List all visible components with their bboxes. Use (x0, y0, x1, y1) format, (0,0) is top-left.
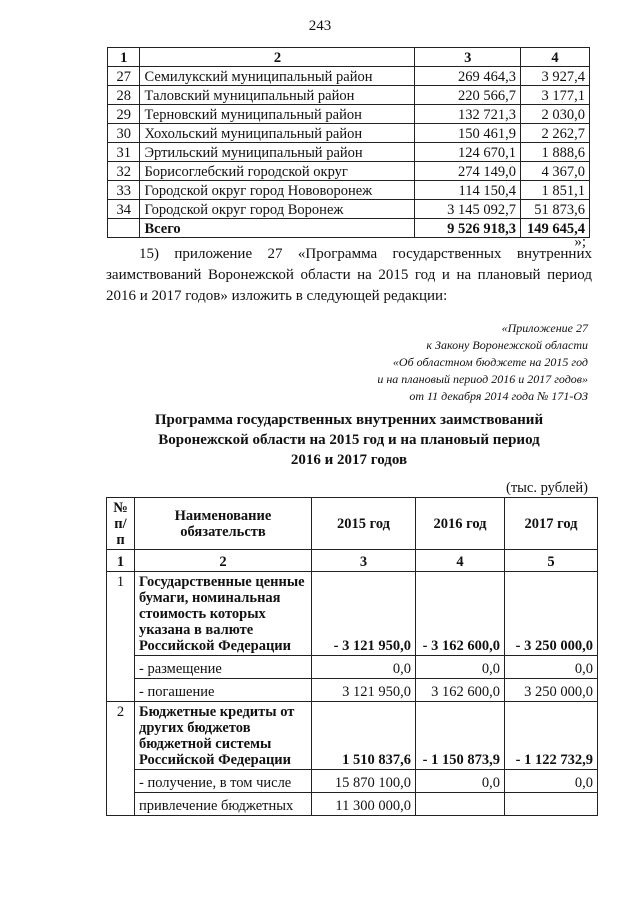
table-row (108, 67, 590, 86)
column-number: 1 (107, 550, 135, 572)
value-cell: 51 873,6 (520, 200, 589, 219)
value-cell: 124 670,1 (415, 143, 521, 162)
obligation-name: Бюджетные кредиты от других бюджетов бюджетной системы Российской Федерации (135, 702, 312, 770)
value-cell: 11 300 000,0 (312, 793, 416, 816)
row-number: 27 (108, 67, 140, 86)
total-label: Всего (140, 219, 415, 238)
appendix-line: и на плановый период 2016 и 2017 годов» (377, 372, 588, 386)
row-number: 33 (108, 181, 140, 200)
value-cell: 274 149,0 (415, 162, 521, 181)
title-line: 2016 и 2017 годов (290, 452, 408, 468)
row-number: 32 (108, 162, 140, 181)
value-cell: - 3 121 950,0 (312, 572, 416, 656)
table-row (108, 200, 590, 219)
district-name: Борисоглебский городской округ (140, 162, 415, 181)
table-row (107, 572, 598, 656)
header-cell: 4 (520, 48, 589, 67)
title-line: Воронежской области на 2015 год и на плановый период (158, 432, 540, 448)
document-title (106, 410, 592, 470)
header-year: 2017 год (505, 498, 598, 550)
table-row (108, 143, 590, 162)
row-number: 34 (108, 200, 140, 219)
district-name: Семилукский муниципальный район (140, 67, 415, 86)
appendix-line: к Закону Воронежской области (426, 338, 588, 352)
empty-cell (108, 219, 140, 238)
value-cell: 269 464,3 (415, 67, 521, 86)
value-cell: 0,0 (505, 770, 598, 793)
obligation-name: Государственные ценные бумаги, номинальная стоимость которых указана в валюте Российской Федерации (135, 572, 312, 656)
value-cell: - 1 150 873,9 (416, 702, 505, 770)
table-total-row (108, 219, 590, 238)
value-cell: - 3 162 600,0 (416, 572, 505, 656)
table-header-row (107, 498, 598, 550)
value-cell: 3 177,1 (520, 86, 589, 105)
subrow-label: привлечение бюджетных (135, 793, 312, 816)
value-cell: 132 721,3 (415, 105, 521, 124)
row-number: 28 (108, 86, 140, 105)
table-row (108, 124, 590, 143)
appendix-line: «Приложение 27 (501, 321, 588, 335)
table-row (108, 86, 590, 105)
value-cell: 15 870 100,0 (312, 770, 416, 793)
page-number: 243 (308, 18, 332, 34)
row-number: 31 (108, 143, 140, 162)
header-cell: 3 (415, 48, 521, 67)
value-cell: 3 162 600,0 (416, 679, 505, 702)
value-cell: 1 888,6 (520, 143, 589, 162)
total-value: 149 645,4 (520, 219, 589, 238)
total-value: 9 526 918,3 (415, 219, 521, 238)
header-cell: 2 (140, 48, 415, 67)
header-year: 2016 год (416, 498, 505, 550)
value-cell: 150 461,9 (415, 124, 521, 143)
title-line: Программа государственных внутренних заимствований (154, 412, 544, 428)
district-name: Городской округ город Нововоронеж (140, 181, 415, 200)
table-row (108, 105, 590, 124)
subrow-label: - погашение (135, 679, 312, 702)
district-name: Хохольский муниципальный район (140, 124, 415, 143)
subrow-label: - размещение (135, 656, 312, 679)
value-cell: - 1 122 732,9 (505, 702, 598, 770)
header-year: 2015 год (312, 498, 416, 550)
table-row (107, 702, 598, 770)
unit-label: (тыс. рублей) (506, 480, 588, 496)
value-cell (416, 793, 505, 816)
appendix-line: «Об областном бюджете на 2015 год (392, 355, 588, 369)
table-row (108, 181, 590, 200)
subrow-label: - получение, в том числе (135, 770, 312, 793)
row-number: 2 (107, 702, 135, 816)
header-number: № п/п (107, 498, 135, 550)
value-cell: 220 566,7 (415, 86, 521, 105)
table-subrow (107, 656, 598, 679)
value-cell: 3 250 000,0 (505, 679, 598, 702)
districts-table (107, 47, 590, 238)
table-row (108, 162, 590, 181)
borrowing-program-table (106, 497, 598, 816)
amendment-paragraph: 15) приложение 27 «Программа государственных внутренних заимствований Воронежской области на 2015 год и на плановый период 2016 и 2017 годов» изложить в следующей редакции: (106, 246, 592, 304)
value-cell: - 3 250 000,0 (505, 572, 598, 656)
appendix-header (268, 320, 588, 405)
column-number-row (107, 550, 598, 572)
table-header-row (108, 48, 590, 67)
appendix-line: от 11 декабря 2014 года № 171-ОЗ (409, 389, 588, 403)
header-name: Наименование обязательств (135, 498, 312, 550)
header-cell: 1 (108, 48, 140, 67)
value-cell: 4 367,0 (520, 162, 589, 181)
column-number: 5 (505, 550, 598, 572)
table-subrow (107, 679, 598, 702)
table-subrow (107, 770, 598, 793)
district-name: Эртильский муниципальный район (140, 143, 415, 162)
value-cell: 3 145 092,7 (415, 200, 521, 219)
column-number: 2 (135, 550, 312, 572)
quote-close: »; (574, 234, 586, 250)
district-name: Таловский муниципальный район (140, 86, 415, 105)
value-cell: 2 262,7 (520, 124, 589, 143)
row-number: 29 (108, 105, 140, 124)
value-cell: 3 927,4 (520, 67, 589, 86)
value-cell (505, 793, 598, 816)
value-cell: 0,0 (505, 656, 598, 679)
value-cell: 114 150,4 (415, 181, 521, 200)
row-number: 30 (108, 124, 140, 143)
table-subrow (107, 793, 598, 816)
district-name: Городской округ город Воронеж (140, 200, 415, 219)
value-cell: 0,0 (416, 770, 505, 793)
value-cell: 0,0 (312, 656, 416, 679)
value-cell: 3 121 950,0 (312, 679, 416, 702)
row-number: 1 (107, 572, 135, 702)
column-number: 4 (416, 550, 505, 572)
district-name: Терновский муниципальный район (140, 105, 415, 124)
value-cell: 2 030,0 (520, 105, 589, 124)
value-cell: 0,0 (416, 656, 505, 679)
column-number: 3 (312, 550, 416, 572)
value-cell: 1 851,1 (520, 181, 589, 200)
value-cell: 1 510 837,6 (312, 702, 416, 770)
